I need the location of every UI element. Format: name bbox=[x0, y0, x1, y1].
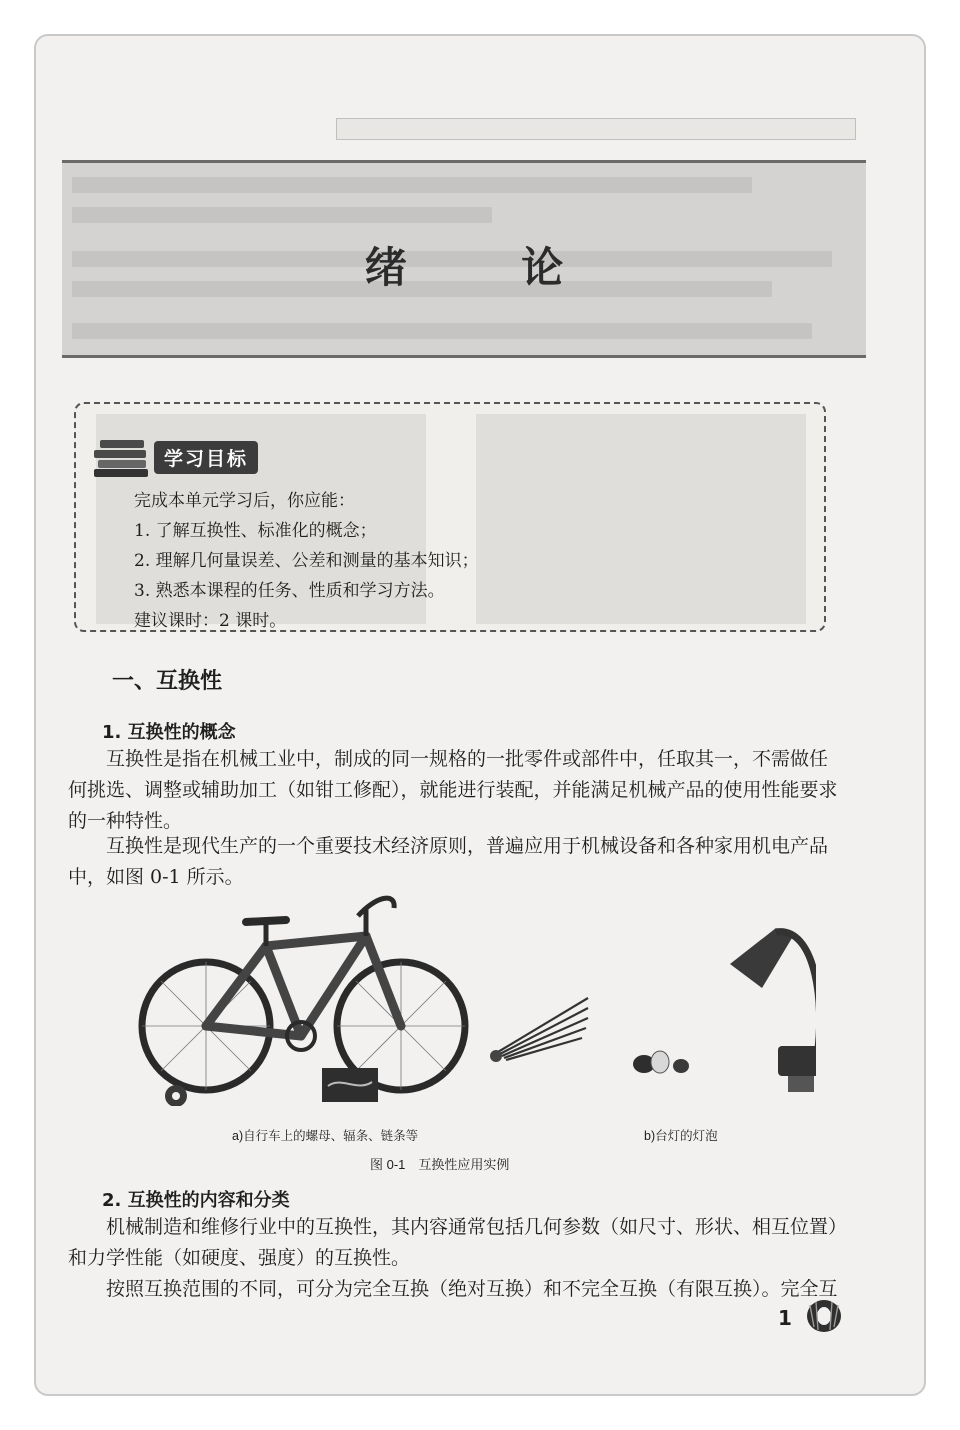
objectives-intro: 完成本单元学习后，你应能： bbox=[134, 491, 355, 511]
books-icon bbox=[94, 438, 150, 476]
desk-lamp-image bbox=[730, 928, 816, 1092]
chain-image bbox=[322, 1068, 378, 1102]
objectives-list bbox=[134, 486, 479, 632]
spokes-image bbox=[490, 998, 588, 1062]
chapter-banner bbox=[62, 160, 866, 358]
paragraph-3: 机械制造和维修行业中的互换性，其内容通常包括几何参数（如尺寸、形状、相互位置）和力学性能（如硬度、强度）的互换性。 bbox=[68, 1216, 838, 1269]
objective-item-1: 1. 了解互换性、标准化的概念； bbox=[134, 521, 377, 541]
paragraph-1: 互换性是指在机械工业中，制成的同一规格的一批零件或部件中，任取其一，不需做任何挑选、调整或辅助加工（如钳工修配），就能进行装配，并能满足机械产品的使用性能要求的一种特性。 bbox=[68, 748, 838, 832]
nut-image bbox=[165, 1085, 187, 1106]
page-number: 1 bbox=[778, 1306, 792, 1330]
learning-objectives-box bbox=[74, 402, 826, 632]
chapter-title: 绪 论 bbox=[364, 243, 614, 292]
paragraph-2: 互换性是现代生产的一个重要技术经济原则，普遍应用于机械设备和各种家用机电产品中，如图 0-1 所示。 bbox=[68, 835, 829, 888]
tire-icon bbox=[804, 1299, 844, 1333]
bulb-image bbox=[633, 1051, 689, 1073]
paragraph-4: 按照互换范围的不同，可分为完全互换（绝对互换）和不完全互换（有限互换）。完全互 bbox=[106, 1278, 838, 1300]
figure-caption: 图 0-1 互换性应用实例 bbox=[370, 1157, 510, 1172]
section-heading: 一、互换性 bbox=[112, 669, 223, 694]
objectives-header bbox=[94, 438, 258, 476]
figure-caption-a: a)自行车上的螺母、辐条、链条等 bbox=[232, 1129, 419, 1143]
figure-caption-b: b)台灯的灯泡 bbox=[644, 1129, 718, 1143]
bicycle-image bbox=[142, 898, 465, 1090]
book-page bbox=[34, 34, 926, 1396]
subsection-heading-1: 1. 互换性的概念 bbox=[102, 722, 236, 743]
objective-item-3: 3. 熟悉本课程的任务、性质和学习方法。 bbox=[134, 581, 445, 601]
bleed-through-header bbox=[336, 118, 856, 140]
figure-0-1 bbox=[126, 886, 816, 1106]
subsection-heading-2: 2. 互换性的内容和分类 bbox=[102, 1190, 290, 1211]
suggested-hours: 建议课时：2 课时。 bbox=[134, 611, 287, 631]
objective-item-2: 2. 理解几何量误差、公差和测量的基本知识； bbox=[134, 551, 479, 571]
objectives-title: 学习目标 bbox=[154, 441, 258, 474]
